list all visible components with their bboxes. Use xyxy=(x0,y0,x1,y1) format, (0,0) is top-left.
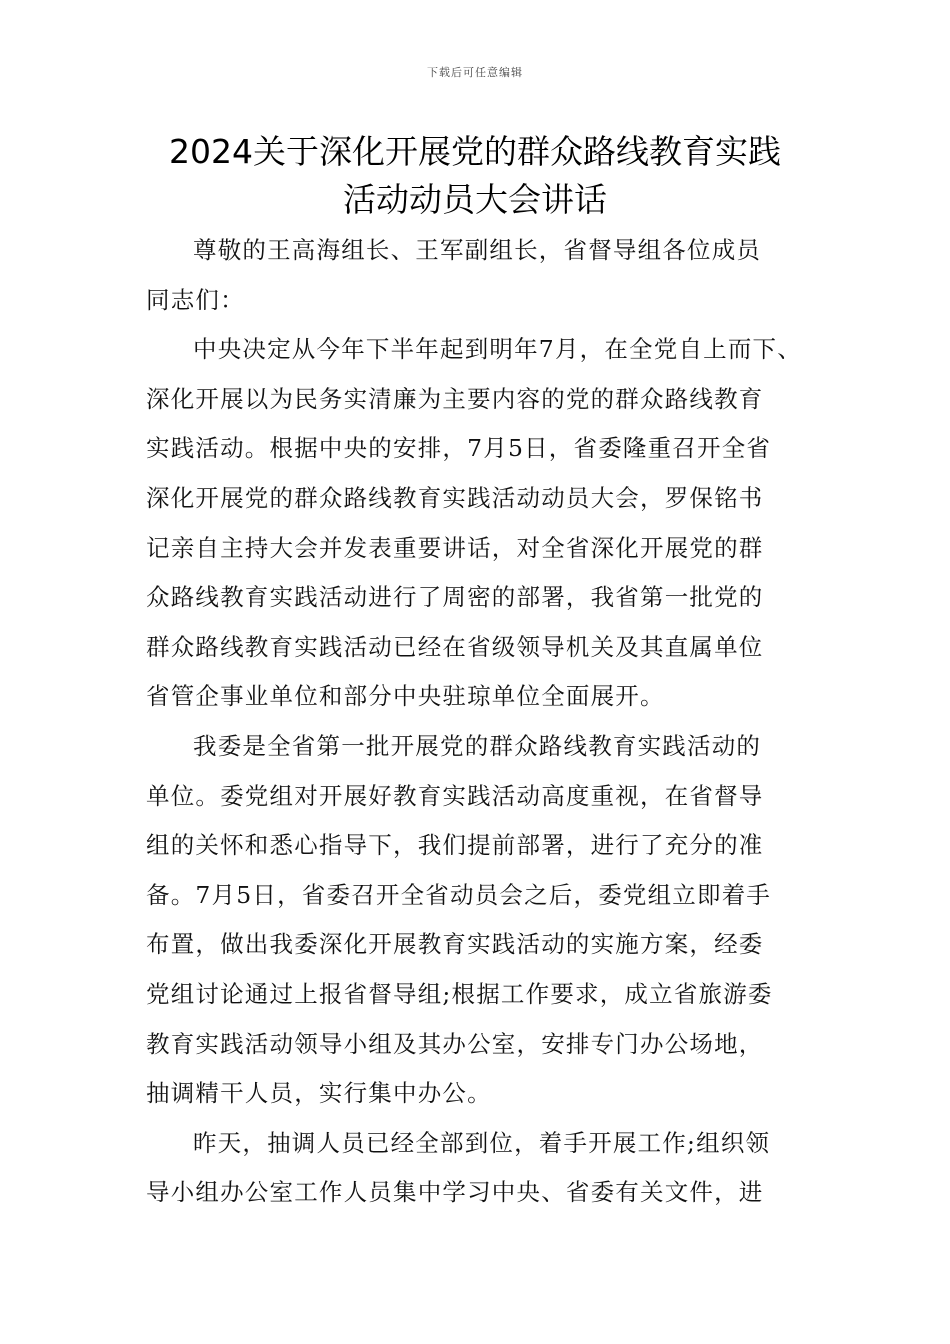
paragraph-line: 组的关怀和悉心指导下，我们提前部署，进行了充分的准 xyxy=(146,831,764,860)
salutation-line: 尊敬的王高海组长、王军副组长，省督导组各位成员 xyxy=(193,236,762,264)
paragraph-line: 导小组办公室工作人员集中学习中央、省委有关文件，进 xyxy=(146,1178,764,1207)
document-body xyxy=(146,226,811,1218)
paragraph-line: 实践活动。根据中央的安排，7月5日，省委隆重召开全省 xyxy=(146,434,772,463)
header-note: 下载后可任意编辑 xyxy=(427,66,523,79)
paragraph-line: 单位。委党组对开展好教育实践活动高度重视，在省督导 xyxy=(146,781,764,810)
paragraph-line: 记亲自主持大会并发表重要讲话，对全省深化开展党的群 xyxy=(146,533,764,562)
paragraph-line: 备。7月5日，省委召开全省动员会之后，委党组立即着手 xyxy=(146,880,772,909)
paragraph-line: 群众路线教育实践活动已经在省级领导机关及其直属单位 xyxy=(146,632,764,661)
title-line: 2024关于深化开展党的群众路线教育实践 xyxy=(169,132,781,171)
paragraph-line: 深化开展党的群众路线教育实践活动动员大会，罗保铭书 xyxy=(146,483,764,512)
paragraph-line: 众路线教育实践活动进行了周密的部署，我省第一批党的 xyxy=(146,583,764,612)
paragraph-line: 党组讨论通过上报省督导组;根据工作要求，成立省旅游委 xyxy=(146,979,773,1008)
paragraph-line: 教育实践活动领导小组及其办公室，安排专门办公场地， xyxy=(146,1029,764,1058)
paragraph-line: 昨天，抽调人员已经全部到位，着手开展工作;组织领 xyxy=(193,1128,771,1157)
document-title xyxy=(120,128,830,224)
paragraph-line: 中央决定从今年下半年起到明年7月，在全党自上而下、 xyxy=(193,335,802,364)
paragraph-line: 抽调精干人员，实行集中办公。 xyxy=(146,1079,492,1108)
paragraph-line: 省管企事业单位和部分中央驻琼单位全面展开。 xyxy=(146,682,665,711)
salutation-line: 同志们： xyxy=(146,285,245,314)
paragraph-line: 深化开展以为民务实清廉为主要内容的党的群众路线教育 xyxy=(146,384,764,413)
title-line: 活动动员大会讲话 xyxy=(343,180,607,219)
paragraph-line: 布置，做出我委深化开展教育实践活动的实施方案，经委 xyxy=(146,930,764,959)
paragraph-line: 我委是全省第一批开展党的群众路线教育实践活动的 xyxy=(193,731,762,760)
